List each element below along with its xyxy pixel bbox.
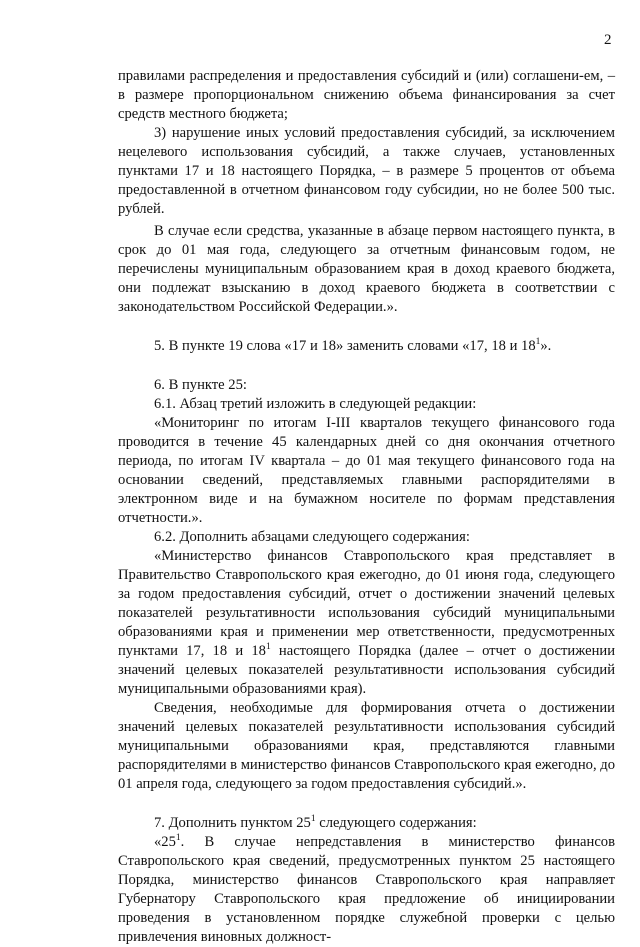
item-7-superscript: 1 (310, 814, 316, 825)
item-25-1-text-end: . В случае непредставления в министерство финансов Ставропольского края сведений, предусмотренных пунктом 25 настоящего Порядка, министерство финансов Ставропольского края направляет Губернатору Ставропольского края предложение об инициировании проведения в установленном порядке служебной проверки с целью привлечения виновных должност- (118, 834, 615, 945)
page-number: 2 (604, 32, 612, 48)
item-5-text: 5. В пункте 19 слова «17 и 18» заменить словами «17, 18 и 18 (154, 338, 536, 354)
item-25-1-superscript: 1 (175, 833, 181, 844)
paragraph-ministry-report (118, 547, 615, 699)
ministry-report-superscript: 1 (265, 642, 271, 653)
paragraph-information-submission: Сведения, необходимые для формирования отчета о достижении значений целевых показателей результативности использования субсидий муниципальными образованиями края, представляются главными распорядителями в министерство финансов Ставропольского края ежегодно, до 01 апреля года, следующего за годом предоставления субсидий.». (118, 700, 615, 792)
item-25-1-text: «25 (154, 834, 176, 850)
document-body (118, 67, 615, 947)
paragraph-item-6-1: 6.1. Абзац третий изложить в следующей редакции: (154, 396, 477, 412)
paragraph-item-5 (118, 337, 615, 356)
ministry-report-text: «Министерство финансов Ставропольского края представляет в Правительство Ставропольского края ежегодно, до 01 июня года, следующего за годом предоставления субсидий, отчет о достижении значений целевых показателей результативности использования субсидий муниципальными образованиями края и применении мер ответственности, предусмотренных пунктами 17, 18 и 18 (118, 548, 615, 659)
item-5-text-end: ». (540, 338, 552, 354)
paragraph-item-25-1 (118, 833, 615, 947)
ministry-report-text-end: настоящего Порядка (далее – отчет о достижении значений целевых показателей результативности использования субсидий муниципальными образованиями края). (118, 643, 615, 697)
item-5-superscript: 1 (535, 337, 541, 348)
paragraph-continuation: правилами распределения и предоставления субсидий и (или) соглашени-ем, – в размере пропорциональном снижению объема финансирования за счет средств местного бюджета; (118, 68, 615, 122)
paragraph-item-3: 3) нарушение иных условий предоставления субсидий, за исключением нецелевого использования субсидий, а также случаев, установленных пунктами 17 и 18 настоящего Порядка, – в размере 5 процентов от объема предоставленной в отчетном финансовом году субсидии, но не более 500 тыс. рублей. (118, 125, 615, 217)
paragraph-monitoring-text: «Мониторинг по итогам I-III кварталов текущего финансового года проводится в течение 45 календарных дней со дня окончания отчетного периода, по итогам IV квартала – до 01 мая текущего финансового года на основании сведений, представляемых главными распорядителями в электронном виде и на бумажном носителе по формам представления отчетности.». (118, 415, 615, 526)
item-7-text-end: следующего содержания: (315, 815, 477, 831)
paragraph-recovery-clause: В случае если средства, указанные в абзаце первом настоящего пункта, в срок до 01 мая года, следующего за отчетным финансовым годом, не перечислены муниципальным образованием края в доход краевого бюджета, они подлежат взысканию в доход краевого бюджета в соответствии с законодательством Российской Федерации.». (118, 223, 615, 315)
paragraph-item-6-2: 6.2. Дополнить абзацами следующего содержания: (154, 529, 470, 545)
item-7-text: 7. Дополнить пунктом 25 (154, 815, 311, 831)
paragraph-item-7 (118, 814, 615, 833)
paragraph-item-6: 6. В пункте 25: (154, 377, 247, 393)
